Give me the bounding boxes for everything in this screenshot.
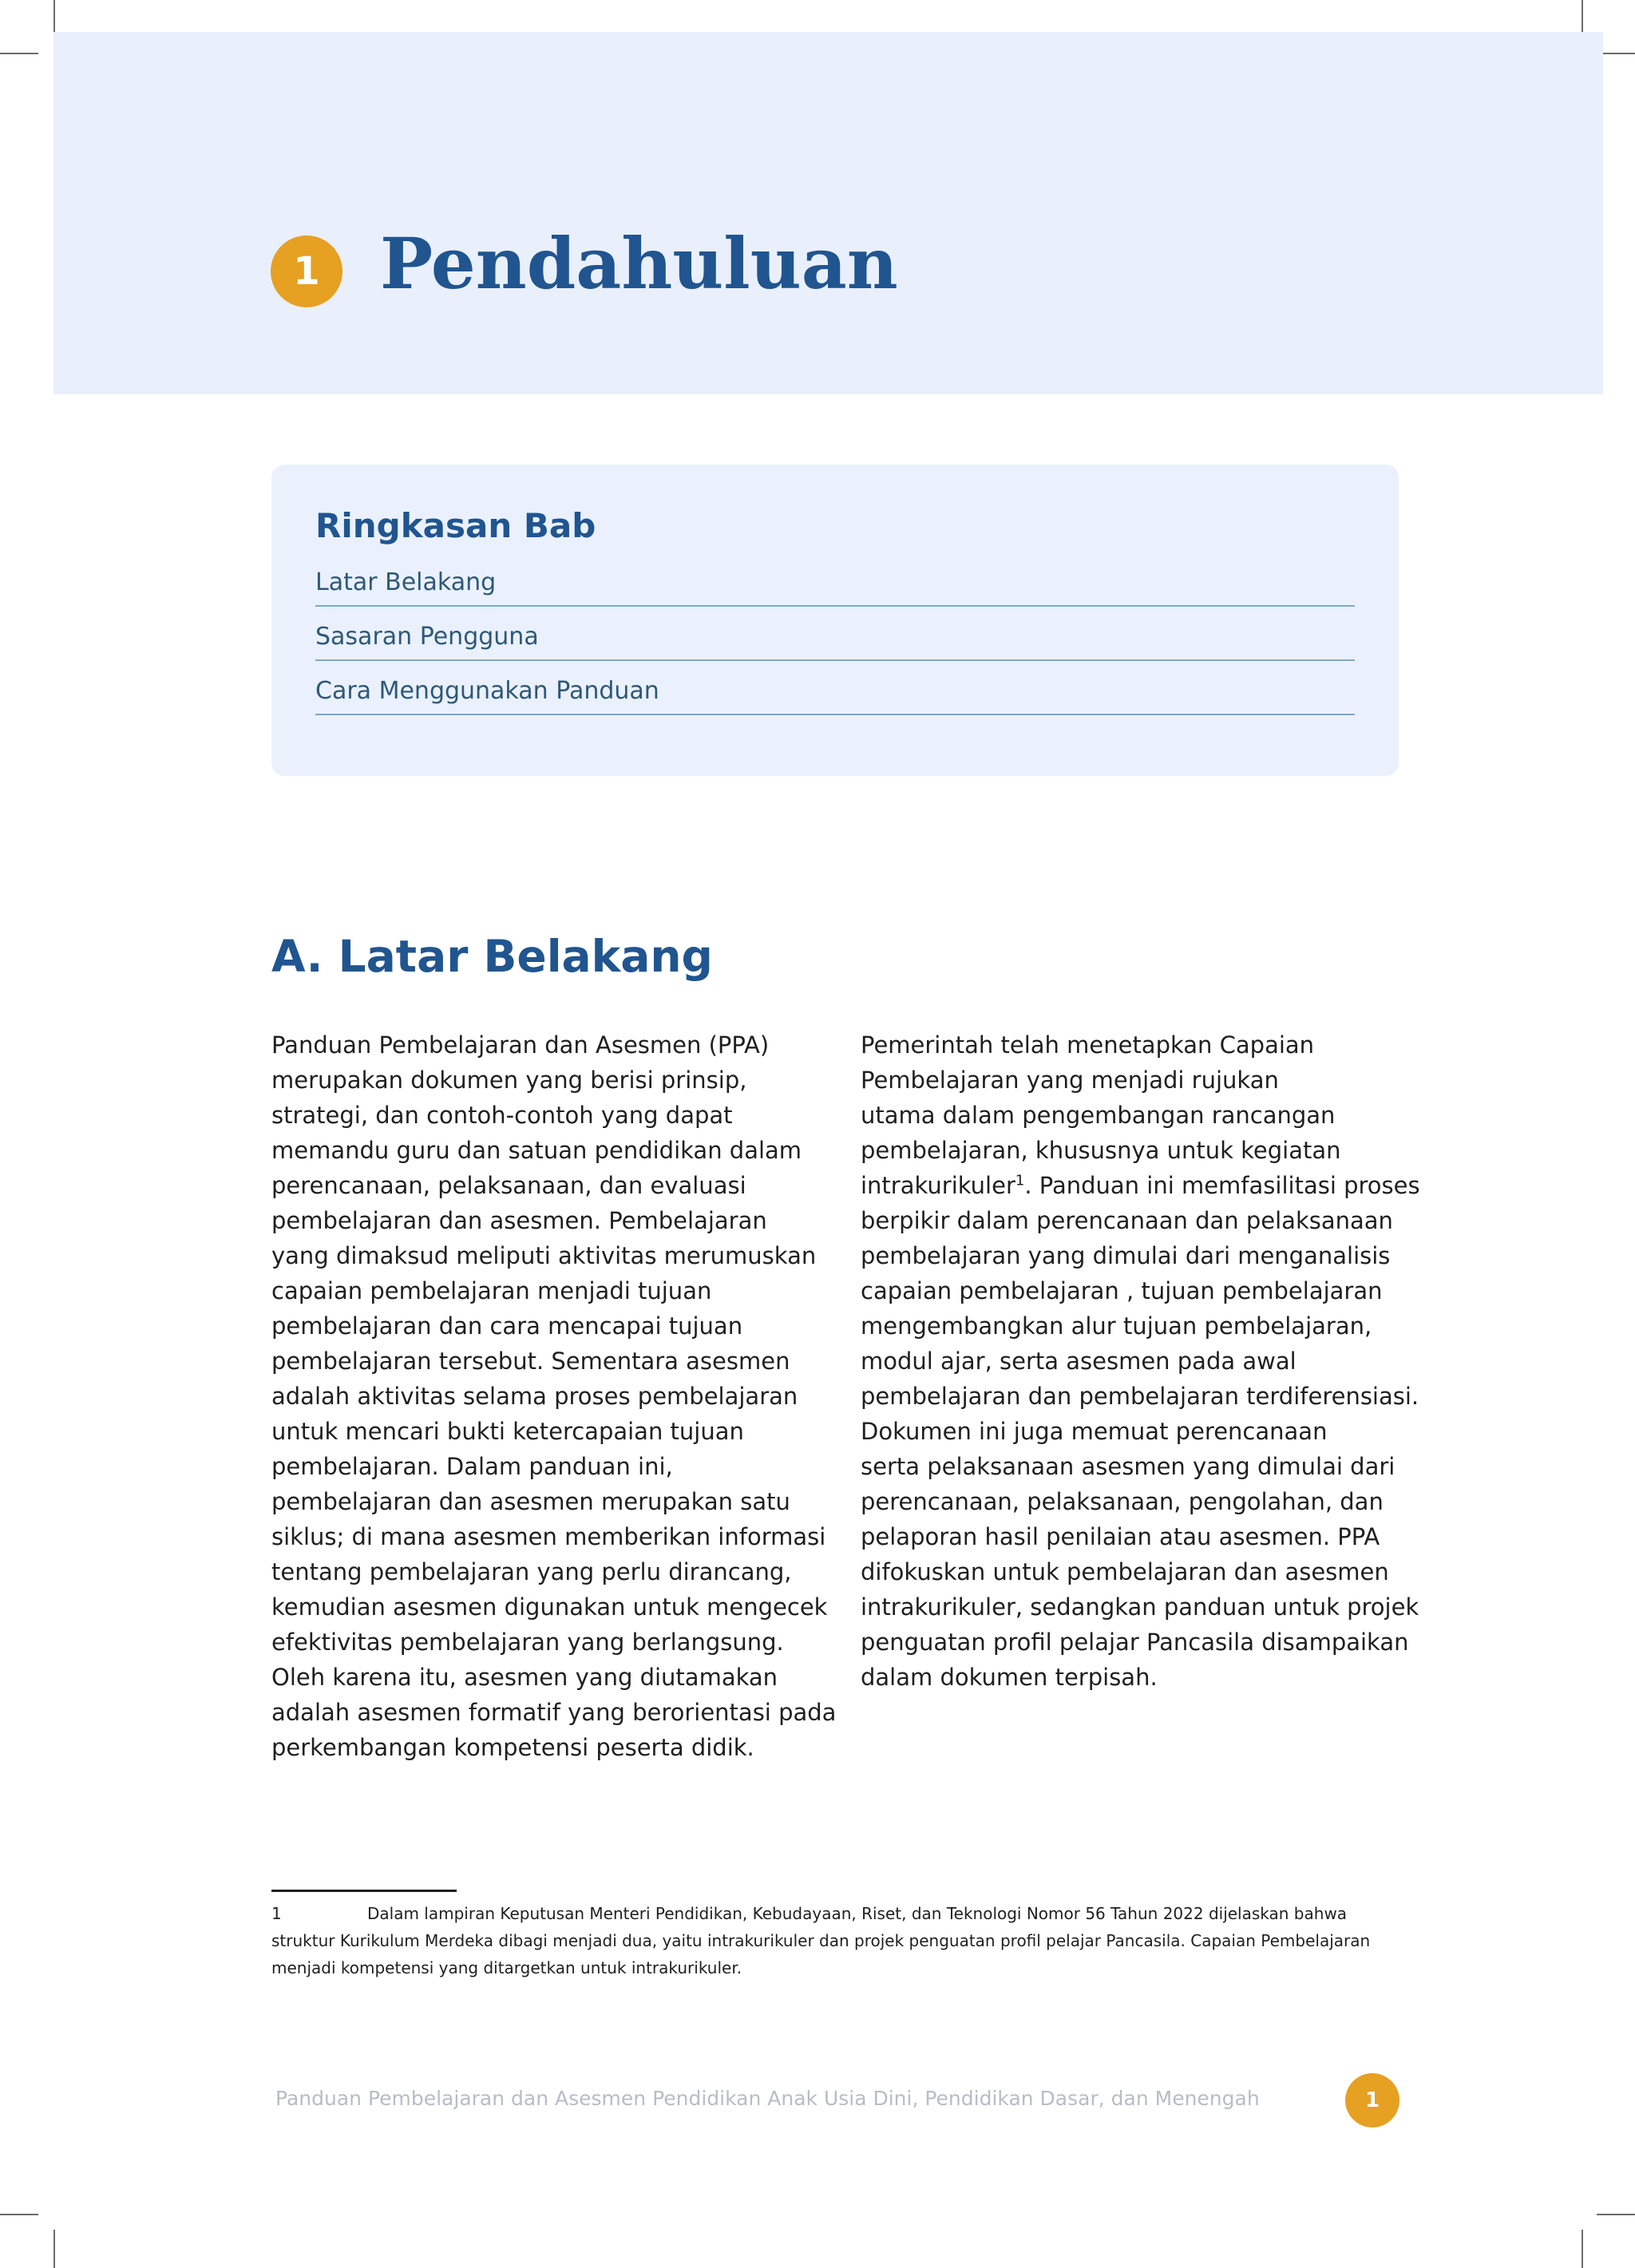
body-text: . Panduan ini memfasilitasi proses: [1024, 1172, 1420, 1199]
crop-mark: [53, 2230, 55, 2268]
body-line: pembelajaran dan pembelajaran terdiferensiasi.: [861, 1383, 1419, 1410]
body-line: penguatan profil pelajar Pancasila disampaikan: [861, 1629, 1409, 1656]
body-line: pembelajaran dan cara mencapai tujuan: [271, 1312, 743, 1340]
footnote-line: [271, 1900, 1405, 1927]
crop-mark: [1582, 2230, 1583, 2268]
footnote-text: Dalam lampiran Keputusan Menteri Pendidikan, Kebudayaan, Riset, dan Teknologi Nomor 56 Tahun 2022 dijelaskan bahwa: [367, 1904, 1348, 1923]
summary-item[interactable]: Latar Belakang: [315, 552, 1355, 607]
body-line: perencanaan, pelaksanaan, pengolahan, dan: [861, 1488, 1384, 1515]
footnote: [271, 1900, 1405, 1981]
summary-item[interactable]: Cara Menggunakan Panduan: [315, 661, 1355, 715]
body-line: pembelajaran yang dimulai dari menganalisis: [861, 1242, 1391, 1269]
body-line: utama dalam pengembangan rancangan: [861, 1102, 1336, 1129]
body-line: Oleh karena itu, asesmen yang diutamakan: [271, 1664, 778, 1691]
body-line: adalah aktivitas selama proses pembelajaran: [271, 1383, 798, 1410]
body-line: capaian pembelajaran menjadi tujuan: [271, 1277, 712, 1304]
footnote-text: menjadi kompetensi yang ditargetkan untuk intrakurikuler.: [271, 1958, 742, 1977]
crop-mark: [0, 2214, 38, 2215]
body-line: pembelajaran, khususnya untuk kegiatan: [861, 1137, 1341, 1164]
chapter-title: Pendahuluan: [380, 222, 898, 305]
body-line: pembelajaran dan asesmen. Pembelajaran: [271, 1207, 767, 1234]
chapter-summary-box: [271, 465, 1399, 776]
summary-list: [315, 552, 1355, 715]
body-line: efektivitas pembelajaran yang berlangsung.: [271, 1629, 784, 1656]
body-line: Panduan Pembelajaran dan Asesmen (PPA): [271, 1031, 770, 1059]
running-footer: Panduan Pembelajaran dan Asesmen Pendidikan Anak Usia Dini, Pendidikan Dasar, dan Menengah: [275, 2087, 1260, 2110]
body-line: kemudian asesmen digunakan untuk mengecek: [271, 1593, 828, 1621]
body-line: capaian pembelajaran , tujuan pembelajaran: [861, 1277, 1383, 1304]
body-line: pembelajaran. Dalam panduan ini,: [271, 1453, 673, 1480]
body-line: yang dimaksud meliputi aktivitas merumuskan: [271, 1242, 817, 1269]
body-line: dalam dokumen terpisah.: [861, 1664, 1158, 1691]
body-line: Pemerintah telah menetapkan Capaian: [861, 1031, 1315, 1059]
body-line: memandu guru dan satuan pendidikan dalam: [271, 1137, 802, 1164]
body-line: perkembangan kompetensi peserta didik.: [271, 1734, 754, 1761]
body-line: strategi, dan contoh-contoh yang dapat: [271, 1102, 733, 1129]
body-column-right: [861, 1027, 1420, 1695]
body-line: untuk mencari bukti ketercapaian tujuan: [271, 1418, 744, 1445]
body-line: Pembelajaran yang menjadi rujukan: [861, 1067, 1279, 1094]
crop-mark: [1597, 2214, 1635, 2215]
summary-item[interactable]: Sasaran Pengguna: [315, 607, 1355, 661]
body-line: berpikir dalam perencanaan dan pelaksanaan: [861, 1207, 1393, 1234]
body-line: Dokumen ini juga memuat perencanaan: [861, 1418, 1328, 1445]
page-number-badge: 1: [1345, 2073, 1399, 2127]
footnote-reference[interactable]: 1: [1015, 1172, 1025, 1189]
chapter-header-band: [53, 32, 1603, 394]
chapter-number-badge: 1: [271, 236, 342, 307]
crop-mark: [0, 53, 38, 54]
body-text: intrakurikuler: [861, 1172, 1015, 1199]
body-column-left: [271, 1027, 837, 1765]
footnote-divider: [271, 1890, 457, 1892]
footnote-number: 1: [271, 1904, 282, 1923]
body-line: pembelajaran tersebut. Sementara asesmen: [271, 1348, 790, 1375]
body-line: modul ajar, serta asesmen pada awal: [861, 1348, 1297, 1375]
body-line: siklus; di mana asesmen memberikan informasi: [271, 1523, 826, 1550]
summary-title: Ringkasan Bab: [315, 506, 596, 545]
body-line: adalah asesmen formatif yang berorientasi pada: [271, 1699, 837, 1726]
body-line-with-footnote: [861, 1168, 1420, 1203]
body-line: perencanaan, pelaksanaan, dan evaluasi: [271, 1172, 746, 1199]
body-line: tentang pembelajaran yang perlu dirancang,: [271, 1558, 792, 1585]
body-line: serta pelaksanaan asesmen yang dimulai dari: [861, 1453, 1395, 1480]
section-heading: A. Latar Belakang: [271, 931, 713, 982]
body-line: difokuskan untuk pembelajaran dan asesmen: [861, 1558, 1389, 1585]
footnote-text: struktur Kurikulum Merdeka dibagi menjadi dua, yaitu intrakurikuler dan projek penguatan profil pelajar Pancasila. Capaian Pembelajaran: [271, 1931, 1371, 1950]
body-line: merupakan dokumen yang berisi prinsip,: [271, 1067, 747, 1094]
body-line: mengembangkan alur tujuan pembelajaran,: [861, 1312, 1372, 1340]
body-line: pembelajaran dan asesmen merupakan satu: [271, 1488, 790, 1515]
body-line: pelaporan hasil penilaian atau asesmen. PPA: [861, 1523, 1380, 1550]
body-line: intrakurikuler, sedangkan panduan untuk projek: [861, 1593, 1419, 1621]
